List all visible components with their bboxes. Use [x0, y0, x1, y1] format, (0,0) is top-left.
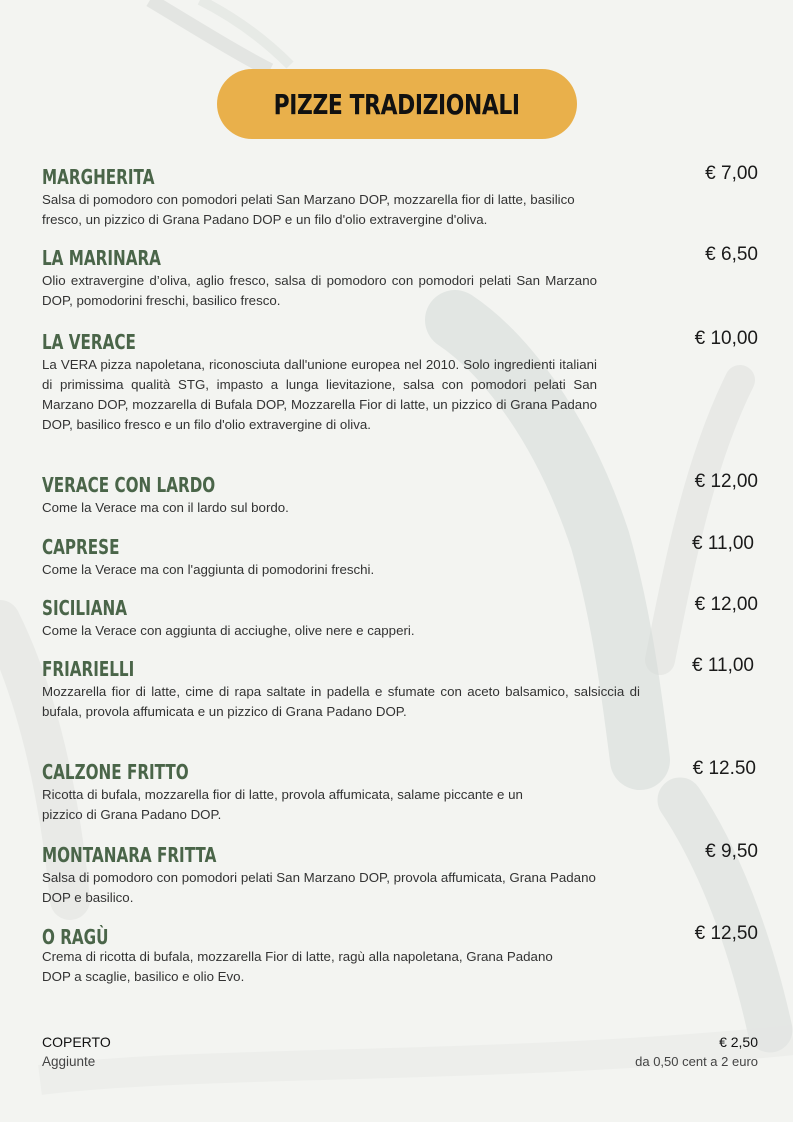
menu-item-siciliana [42, 596, 758, 641]
menu-item-montanara-fritta [42, 843, 758, 908]
item-name: MARGHERITA [42, 165, 155, 189]
footer-extras [42, 1032, 758, 1072]
item-name: FRIARIELLI [42, 657, 135, 681]
aggiunte-label: Aggiunte [42, 1054, 96, 1069]
coperto-price: € 2,50 [719, 1034, 758, 1050]
menu-item-verace-con-lardo [42, 473, 758, 518]
item-name: LA MARINARA [42, 246, 161, 270]
menu-item-o-ragu [42, 925, 758, 987]
section-title: PIZZE TRADIZIONALI [274, 87, 520, 121]
menu-item-la-verace [42, 330, 758, 435]
item-description: Come la Verace ma con il lardo sul bordo. [42, 500, 289, 515]
item-description: Salsa di pomodoro con pomodori pelati San Marzano DOP, mozzarella fior di latte, basilico fresco, un pizzico di Grana Padano DOP e un filo d'olio extravergine d'oliva. [42, 192, 575, 227]
section-title-banner [217, 69, 577, 139]
item-price: € 9,50 [705, 841, 758, 862]
item-price: € 12,00 [694, 594, 758, 615]
aggiunte-price: da 0,50 cent a 2 euro [635, 1054, 758, 1069]
item-price: € 11,00 [692, 533, 754, 554]
item-price: € 12.50 [692, 758, 756, 779]
item-description: La VERA pizza napoletana, riconosciuta dall'unione europea nel 2010. Solo ingredienti italiani di primissima qualità STG, impasto a lunga lievitazione, salsa con pomodori pelati San Marzano DOP, mozzarella di Bufala DOP, Mozzarella Fior di latte, un pizzico di Grana Padano DOP, basilico fresco e un filo d'olio extravergine di oliva. [42, 357, 597, 432]
item-name: O RAGÙ [42, 925, 109, 949]
coperto-label: COPERTO [42, 1034, 111, 1050]
item-price: € 12,50 [694, 923, 758, 944]
item-price: € 11,00 [692, 655, 754, 676]
item-name: MONTANARA FRITTA [42, 843, 217, 867]
menu-item-caprese [42, 535, 758, 580]
item-name: LA VERACE [42, 330, 136, 354]
item-price: € 7,00 [705, 163, 758, 184]
item-description: Ricotta di bufala, mozzarella fior di latte, provola affumicata, salame piccante e un pizzico di Grana Padano DOP. [42, 787, 523, 822]
item-price: € 6,50 [705, 244, 758, 265]
item-description: Come la Verace ma con l'aggiunta di pomodorini freschi. [42, 562, 375, 577]
menu-item-calzone-fritto [42, 760, 758, 825]
item-price: € 10,00 [694, 328, 758, 349]
item-description: Mozzarella fior di latte, cime di rapa saltate in padella e sfumate con aceto balsamico, salsiccia di bufala, provola affumicata e un pizzico di Grana Padano DOP. [42, 684, 640, 719]
item-price: € 12,00 [694, 471, 758, 492]
menu-item-margherita [42, 165, 758, 230]
menu-item-la-marinara [42, 246, 758, 311]
item-name: SICILIANA [42, 596, 128, 620]
item-description: Crema di ricotta di bufala, mozzarella Fior di latte, ragù alla napoletana, Grana Padano DOP a scaglie, basilico e olio Evo. [42, 949, 553, 984]
item-name: VERACE CON LARDO [42, 473, 216, 497]
item-description: Salsa di pomodoro con pomodori pelati San Marzano DOP, provola affumicata, Grana Padano DOP e basilico. [42, 870, 596, 905]
item-name: CALZONE FRITTO [42, 760, 189, 784]
item-description: Come la Verace con aggiunta di acciughe, olive nere e capperi. [42, 623, 415, 638]
item-name: CAPRESE [42, 535, 120, 559]
menu-item-friarielli [42, 657, 758, 722]
item-description: Olio extravergine d’oliva, aglio fresco, salsa di pomodoro con pomodori pelati San Marzano DOP, pomodorini freschi, basilico fresco. [42, 273, 597, 308]
